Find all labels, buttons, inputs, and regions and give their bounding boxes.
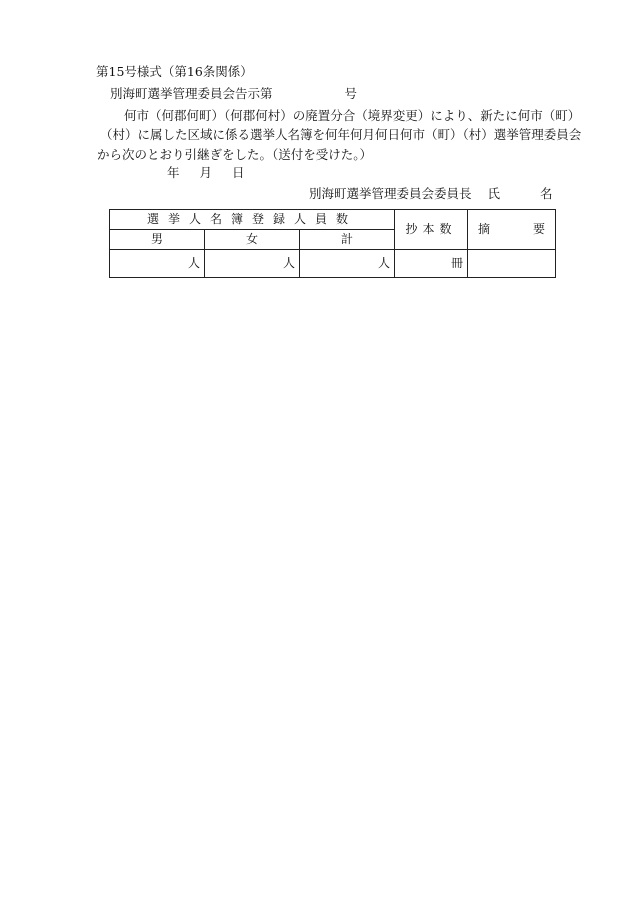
date-day: 日 xyxy=(232,165,245,180)
header-copies: 抄本数 xyxy=(395,210,468,250)
header-registered-count: 選挙人名簿登録人員数 xyxy=(110,210,395,230)
register-table xyxy=(109,209,556,278)
cell-copies-unit: 冊 xyxy=(395,250,468,278)
signature-mei: 名 xyxy=(540,186,553,201)
cell-female-unit: 人 xyxy=(205,250,300,278)
cell-remarks xyxy=(468,250,556,278)
date-line xyxy=(167,165,245,181)
header-male: 男 xyxy=(110,230,205,250)
notice-suffix: 号 xyxy=(344,86,358,101)
signature-title: 別海町選挙管理委員会委員長 xyxy=(309,186,472,201)
form-number: 第15号様式（第16条関係） xyxy=(96,64,253,79)
header-female: 女 xyxy=(205,230,300,250)
header-remarks xyxy=(468,210,556,250)
table-header-row xyxy=(110,210,556,230)
date-year: 年 xyxy=(167,165,180,180)
body-text-line-3: から次のとおり引継ぎをした。（送付を受けた。） xyxy=(97,147,373,162)
date-month: 月 xyxy=(199,165,213,180)
signature-line xyxy=(309,186,553,202)
header-remarks-1: 摘 xyxy=(478,222,491,236)
body-text-line-1: 何市（何郡何町）（何郡何村）の廃置分合（境界変更）により、新たに何市（町） xyxy=(124,108,581,123)
table-row xyxy=(110,250,556,278)
body-text-line-2: （村）に属した区域に係る選挙人名簿を何年何月何日何市（町）（村）選挙管理委員会 xyxy=(100,127,582,142)
header-total: 計 xyxy=(300,230,395,250)
notice-prefix: 別海町選挙管理委員会告示第 xyxy=(110,86,273,101)
signature-shi: 氏 xyxy=(487,186,501,201)
header-remarks-2: 要 xyxy=(533,222,546,236)
cell-total-unit: 人 xyxy=(300,250,395,278)
notice-number-line xyxy=(110,86,357,102)
cell-male-unit: 人 xyxy=(110,250,205,278)
